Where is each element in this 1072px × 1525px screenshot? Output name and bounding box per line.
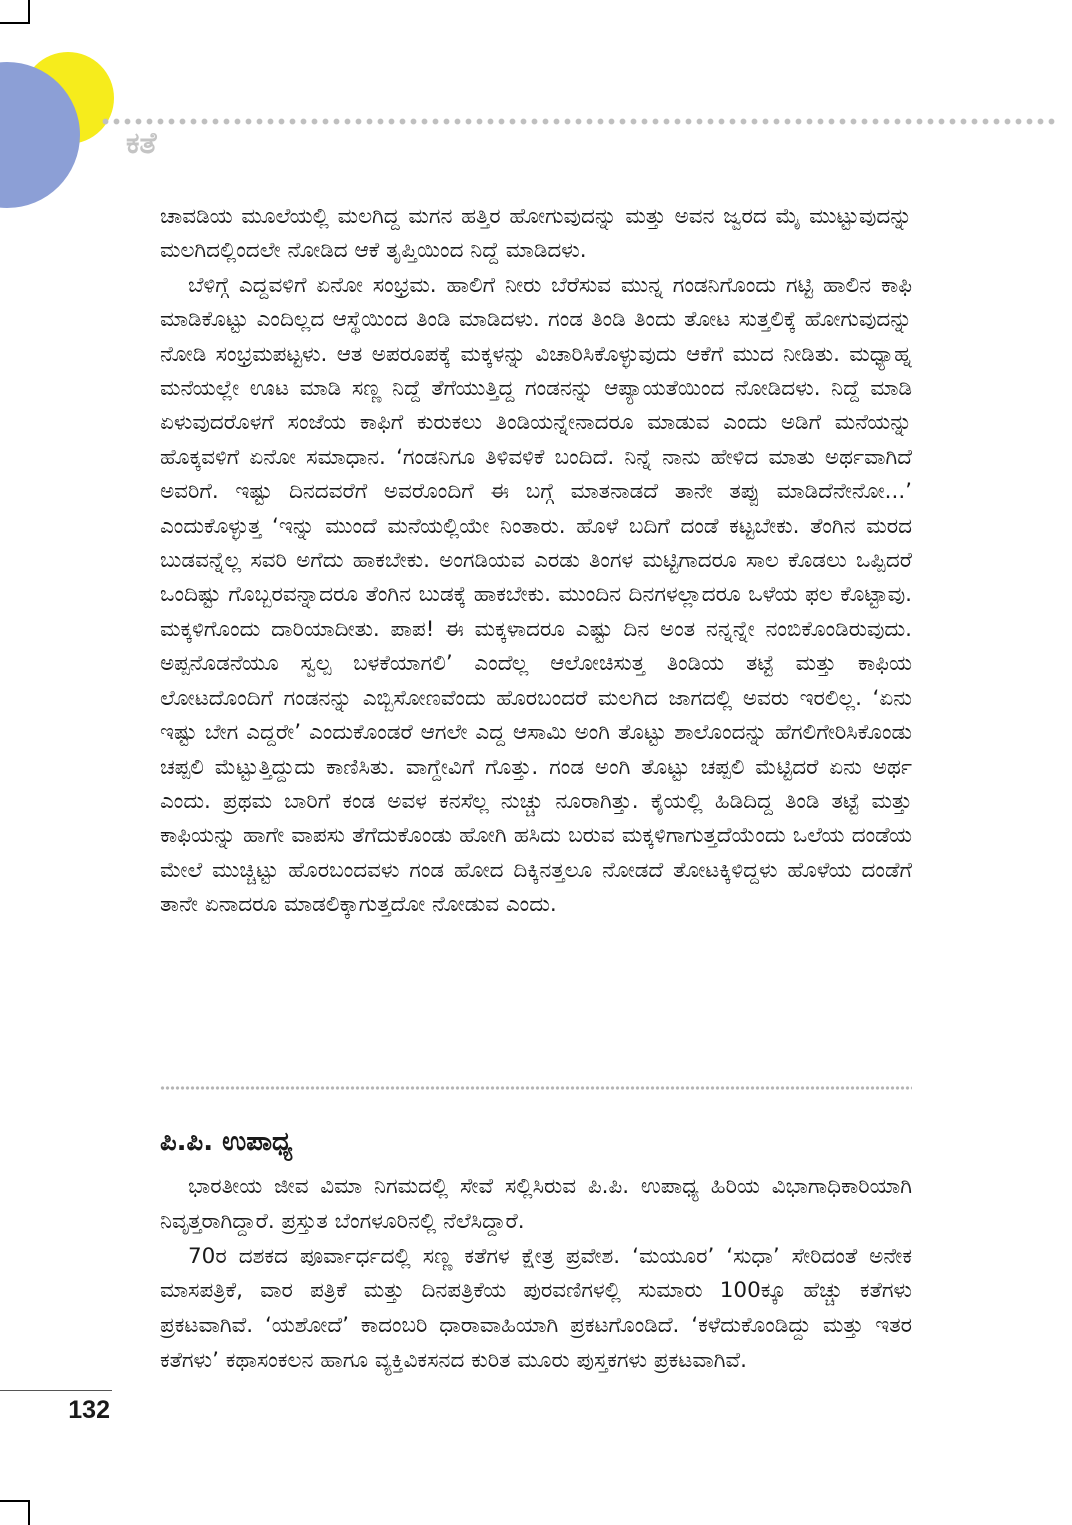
page-number-rule xyxy=(0,1390,112,1391)
crop-mark-bottom-left-v xyxy=(28,1500,30,1525)
dotted-section-divider xyxy=(160,1086,912,1090)
dotted-header-rule xyxy=(100,117,1058,126)
bio-paragraph: ಭಾರತೀಯ ಜೀವ ವಿಮಾ ನಿಗಮದಲ್ಲಿ ಸೇವೆ ಸಲ್ಲಿಸಿರುವ ಪಿ.ಪಿ. ಉಪಾಧ್ಯ ಹಿರಿಯ ವಿಭಾಗಾಧಿಕಾರಿಯಾಗಿ ನಿವೃತ್ತರಾಗಿದ್ದಾರೆ. ಪ್ರಸ್ತುತ ಬೆಂಗಳೂರಿನಲ್ಲಿ ನೆಲೆಸಿದ್ದಾರೆ. xyxy=(160,1174,912,1234)
story-text xyxy=(160,200,912,923)
story-paragraph: ಚಾವಡಿಯ ಮೂಲೆಯಲ್ಲಿ ಮಲಗಿದ್ದ ಮಗನ ಹತ್ತಿರ ಹೋಗುವುದನ್ನು ಮತ್ತು ಅವನ ಜ್ವರದ ಮೈ ಮುಟ್ಟುವುದನ್ನು ಮಲಗಿದಲ್ಲಿಂದಲೇ ನೋಡಿದ ಆಕೆ ತೃಪ್ತಿಯಿಂದ ನಿದ್ದೆ ಮಾಡಿದಳು. xyxy=(160,204,912,264)
author-name: ಪಿ.ಪಿ. ಉಪಾಧ್ಯ xyxy=(160,1127,293,1157)
crop-mark-top-left-h xyxy=(0,22,30,24)
crop-mark-bottom-left-h xyxy=(0,1500,30,1502)
section-label: ಕತೆ xyxy=(126,126,157,161)
page-number: 132 xyxy=(68,1396,110,1424)
crop-mark-top-left-v xyxy=(28,0,30,24)
bio-paragraph: 70ರ ದಶಕದ ಪೂರ್ವಾರ್ಧದಲ್ಲಿ ಸಣ್ಣ ಕತೆಗಳ ಕ್ಷೇತ್ರ ಪ್ರವೇಶ. ‘ಮಯೂರ’ ‘ಸುಧಾ’ ಸೇರಿದಂತೆ ಅನೇಕ ಮಾಸಪತ್ರಿಕೆ, ವಾರ ಪತ್ರಿಕೆ ಮತ್ತು ದಿನಪತ್ರಿಕೆಯ ಪುರವಣಿಗಳಲ್ಲಿ ಸುಮಾರು 100ಕ್ಕೂ ಹೆಚ್ಚು ಕತೆಗಳು ಪ್ರಕಟವಾಗಿವೆ. ‘ಯಶೋದೆ’ ಕಾದಂಬರಿ ಧಾರಾವಾಹಿಯಾಗಿ ಪ್ರಕಟಗೊಂಡಿದೆ. ‘ಕಳೆದುಕೊಂಡಿದ್ದು ಮತ್ತು ಇತರ ಕತೆಗಳು’ ಕಥಾಸಂಕಲನ ಹಾಗೂ ವ್ಯಕ್ತಿವಿಕಸನದ ಕುರಿತ ಮೂರು ಪುಸ್ತಕಗಳು ಪ್ರಕಟವಾಗಿವೆ. xyxy=(160,1243,912,1373)
story-paragraph: ಬೆಳಿಗ್ಗೆ ಎದ್ದವಳಿಗೆ ಏನೋ ಸಂಭ್ರಮ. ಹಾಲಿಗೆ ನೀರು ಬೆರೆಸುವ ಮುನ್ನ ಗಂಡನಿಗೊಂದು ಗಟ್ಟಿ ಹಾಲಿನ ಕಾಫಿ ಮಾಡಿಕೊಟ್ಟು ಎಂದಿಲ್ಲದ ಆಸ್ಥೆಯಿಂದ ತಿಂಡಿ ಮಾಡಿದಳು. ಗಂಡ ತಿಂಡಿ ತಿಂದು ತೋಟ ಸುತ್ತಲಿಕ್ಕೆ ಹೋಗುವುದನ್ನು ನೋಡಿ ಸಂಭ್ರಮಪಟ್ಟಳು. ಆತ ಅಪರೂಪಕ್ಕೆ ಮಕ್ಕಳನ್ನು ವಿಚಾರಿಸಿಕೊಳ್ಳುವುದು ಆಕೆಗೆ ಮುದ ನೀಡಿತು. ಮಧ್ಯಾಹ್ನ ಮನೆಯಲ್ಲೇ ಊಟ ಮಾಡಿ ಸಣ್ಣ ನಿದ್ದೆ ತೆಗೆಯುತ್ತಿದ್ದ ಗಂಡನನ್ನು ಆಪ್ಯಾಯತೆಯಿಂದ ನೋಡಿದಳು. ನಿದ್ದೆ ಮಾಡಿ ಏಳುವುದರೊಳಗೆ ಸಂಜೆಯ ಕಾಫಿಗೆ ಕುರುಕಲು ತಿಂಡಿಯನ್ನೇನಾದರೂ ಮಾಡುವ ಎಂದು ಅಡಿಗೆ ಮನೆಯನ್ನು ಹೊಕ್ಕವಳಿಗೆ ಏನೋ ಸಮಾಧಾನ. ‘ಗಂಡನಿಗೂ ತಿಳಿವಳಿಕೆ ಬಂದಿದೆ. ನಿನ್ನೆ ನಾನು ಹೇಳಿದ ಮಾತು ಅರ್ಥವಾಗಿದೆ ಅವರಿಗೆ. ಇಷ್ಟು ದಿನದವರೆಗೆ ಅವರೊಂದಿಗೆ ಈ ಬಗ್ಗೆ ಮಾತನಾಡದೆ ತಾನೇ ತಪ್ಪು ಮಾಡಿದೆನೇನೋ...’ ಎಂದುಕೊಳ್ಳುತ್ತ ‘ಇನ್ನು ಮುಂದೆ ಮನೆಯಲ್ಲಿಯೇ ನಿಂತಾರು. ಹೊಳೆ ಬದಿಗೆ ದಂಡೆ ಕಟ್ಟಬೇಕು. ತೆಂಗಿನ ಮರದ ಬುಡವನ್ನೆಲ್ಲ ಸವರಿ ಅಗೆದು ಹಾಕಬೇಕು. ಅಂಗಡಿಯವ ಎರಡು ತಿಂಗಳ ಮಟ್ಟಿಗಾದರೂ ಸಾಲ ಕೊಡಲು ಒಪ್ಪಿದರೆ ಒಂದಿಷ್ಟು ಗೊಬ್ಬರವನ್ನಾದರೂ ತೆಂಗಿನ ಬುಡಕ್ಕೆ ಹಾಕಬೇಕು. ಮುಂದಿನ ದಿನಗಳಲ್ಲಾದರೂ ಒಳೆಯ ಫಲ ಕೊಟ್ಟಾವು. ಮಕ್ಕಳಿಗೊಂದು ದಾರಿಯಾದೀತು. ಪಾಪ! ಈ ಮಕ್ಕಳಾದರೂ ಎಷ್ಟು ದಿನ ಅಂತ ನನ್ನನ್ನೇ ನಂಬಿಕೊಂಡಿರುವುದು. ಅಪ್ಪನೊಡನೆಯೂ ಸ್ವಲ್ಪ ಬಳಕೆಯಾಗಲಿ’ ಎಂದೆಲ್ಲ ಆಲೋಚಿಸುತ್ತ ತಿಂಡಿಯ ತಟ್ಟೆ ಮತ್ತು ಕಾಫಿಯ ಲೋಟದೊಂದಿಗೆ ಗಂಡನನ್ನು ಎಬ್ಬಿಸೋಣವೆಂದು ಹೊರಬಂದರೆ ಮಲಗಿದ ಜಾಗದಲ್ಲಿ ಅವರು ಇರಲಿಲ್ಲ. ‘ಏನು ಇಷ್ಟು ಬೇಗ ಎದ್ದರೇ’ ಎಂದುಕೊಂಡರೆ ಆಗಲೇ ಎದ್ದ ಆಸಾಮಿ ಅಂಗಿ ತೊಟ್ಟು ಶಾಲೊಂದನ್ನು ಹೆಗಲಿಗೇರಿಸಿಕೊಂಡು ಚಪ್ಪಲಿ ಮೆಟ್ಟುತ್ತಿದ್ದುದು ಕಾಣಿಸಿತು. ವಾಗ್ದೇವಿಗೆ ಗೊತ್ತು. ಗಂಡ ಅಂಗಿ ತೊಟ್ಟು ಚಪ್ಪಲಿ ಮೆಟ್ಟಿದರೆ ಏನು ಅರ್ಥ ಎಂದು. ಪ್ರಥಮ ಬಾರಿಗೆ ಕಂಡ ಅವಳ ಕನಸೆಲ್ಲ ನುಚ್ಚು ನೂರಾಗಿತ್ತು. ಕೈಯಲ್ಲಿ ಹಿಡಿದಿದ್ದ ತಿಂಡಿ ತಟ್ಟೆ ಮತ್ತು ಕಾಫಿಯನ್ನು ಹಾಗೇ ವಾಪಸು ತೆಗೆದುಕೊಂಡು ಹೋಗಿ ಹಸಿದು ಬರುವ ಮಕ್ಕಳಿಗಾಗುತ್ತದೆಯೆಂದು ಒಲೆಯ ದಂಡೆಯ ಮೇಲೆ ಮುಚ್ಚಿಟ್ಟು ಹೊರಬಂದವಳು ಗಂಡ ಹೋದ ದಿಕ್ಕಿನತ್ತಲೂ ನೋಡದೆ ತೋಟಕ್ಕಿಳಿದ್ದಳು ಹೊಳೆಯ ದಂಡೆಗೆ ತಾನೇ ಏನಾದರೂ ಮಾಡಲಿಕ್ಕಾಗುತ್ತದೋ ನೋಡುವ ಎಂದು. xyxy=(160,272,912,918)
author-bio xyxy=(160,1170,912,1379)
